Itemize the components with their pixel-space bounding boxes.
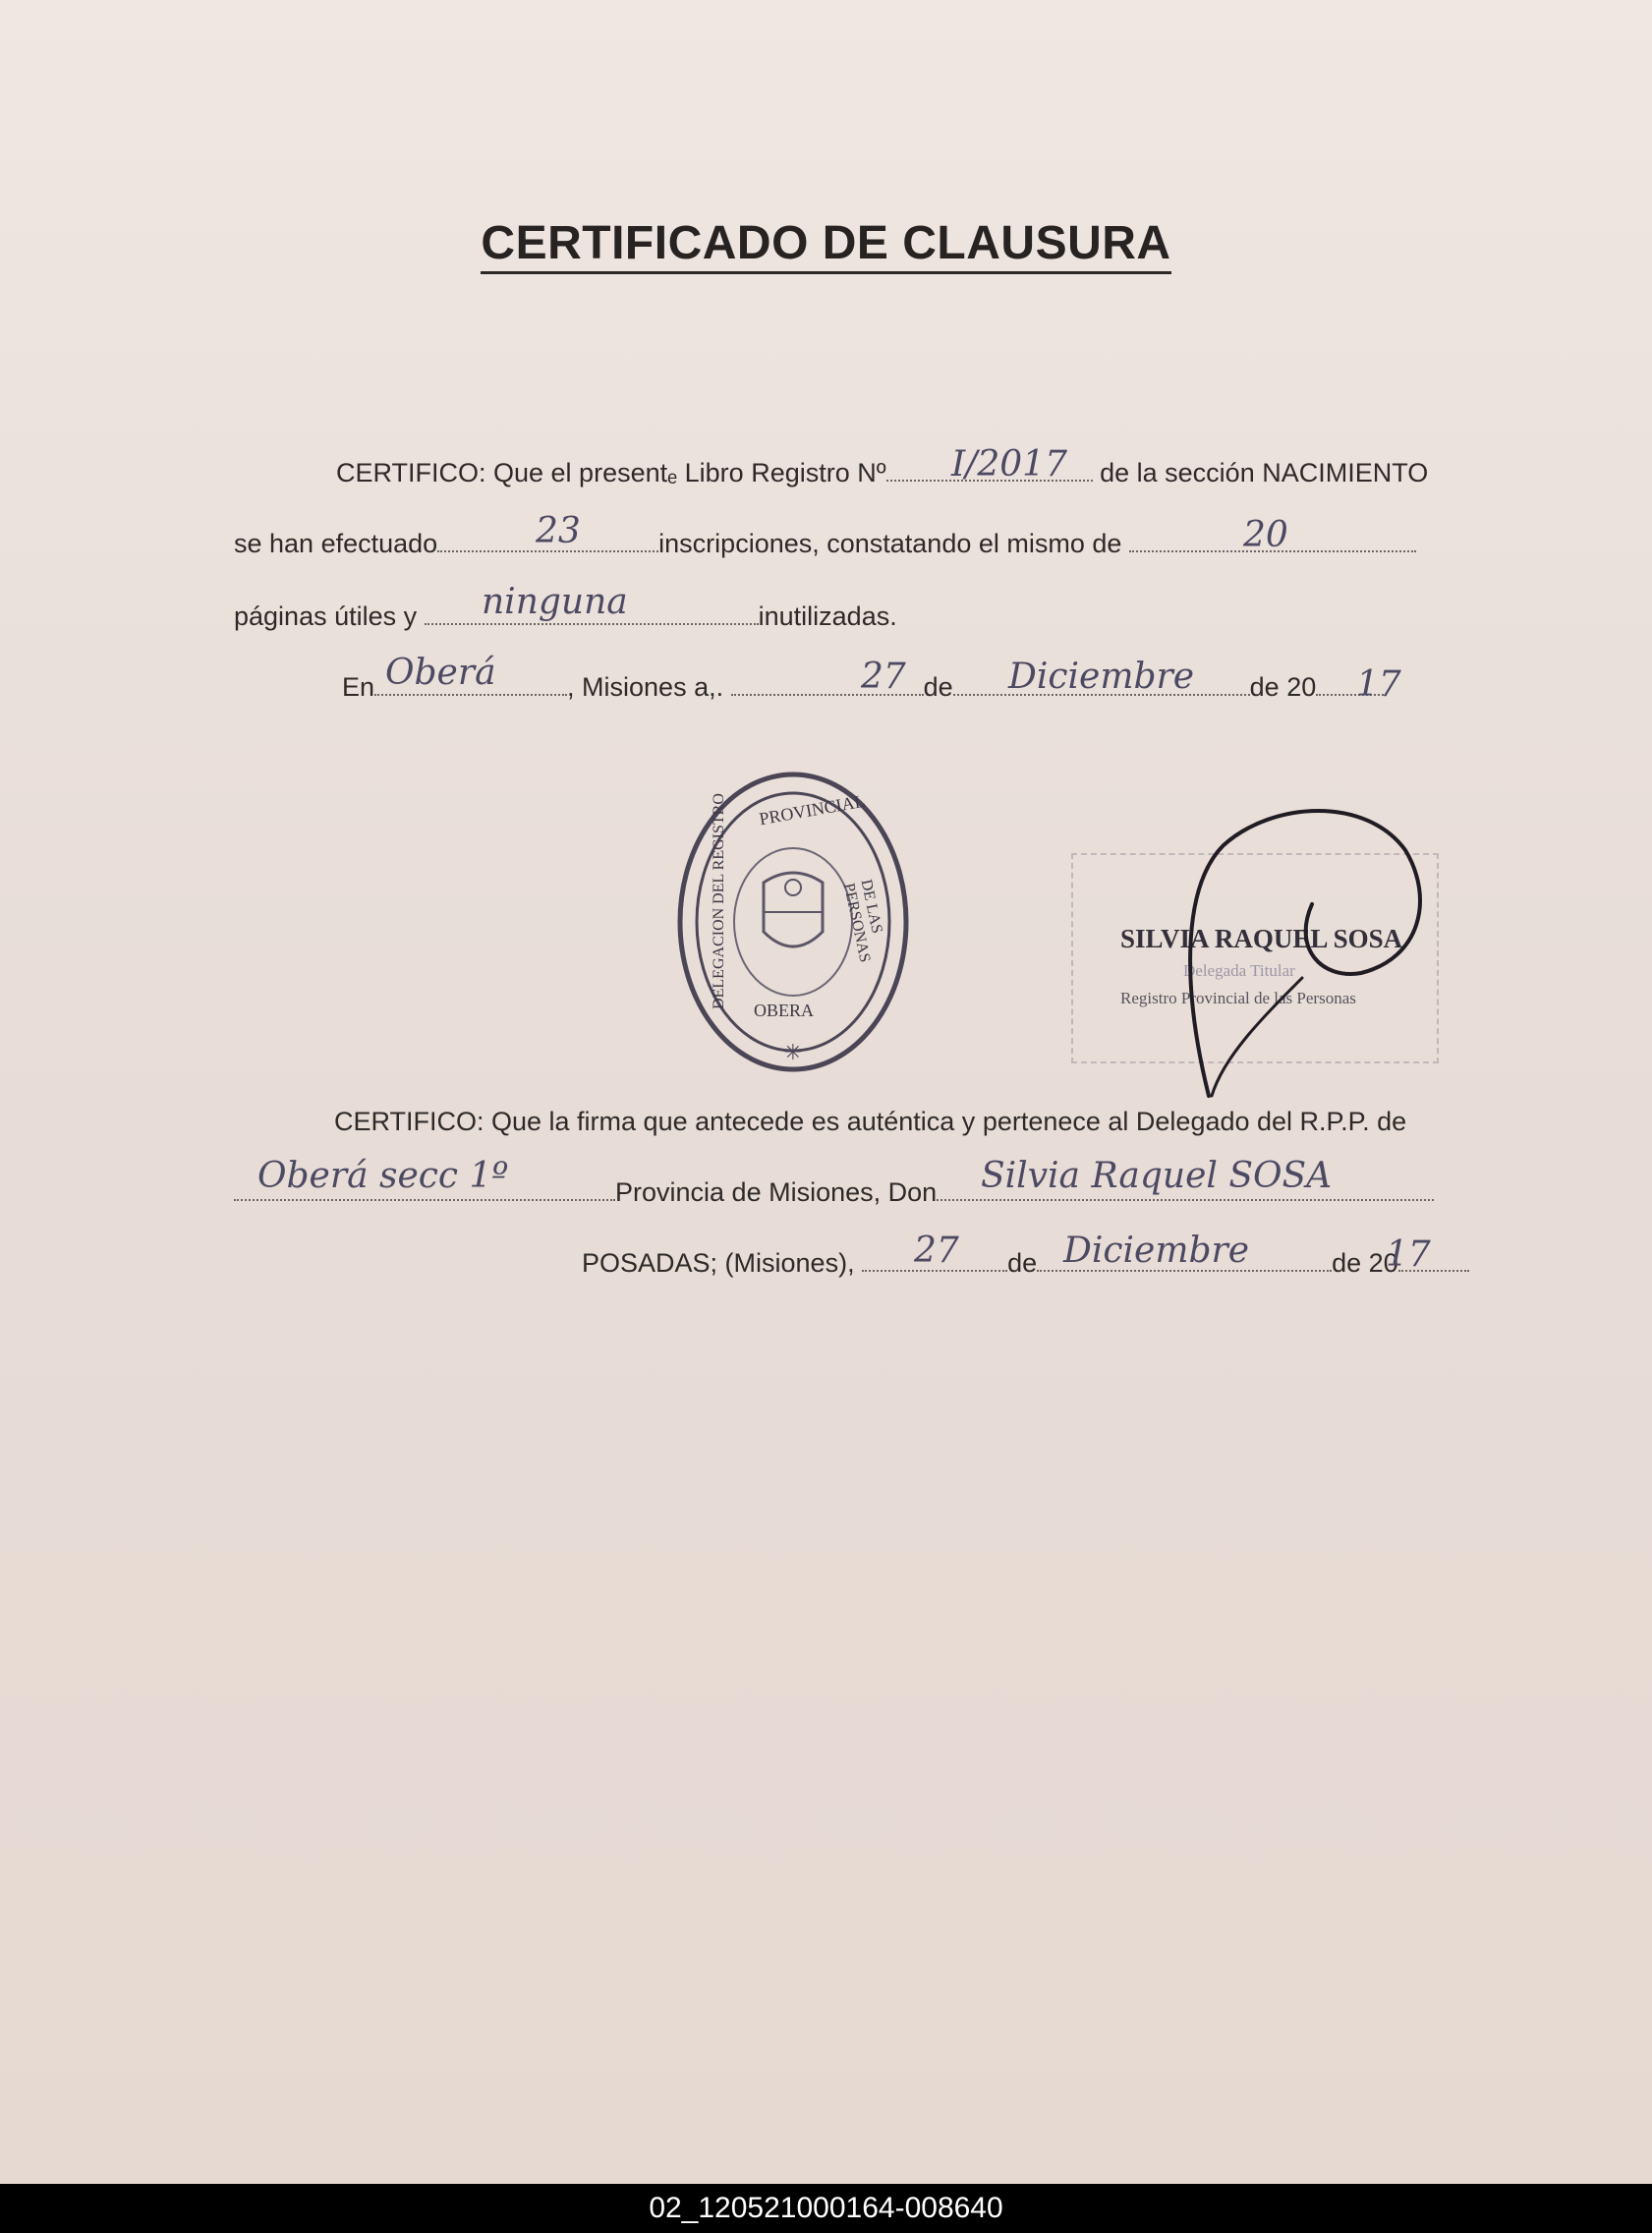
inscripciones-handwritten: 23 (536, 511, 581, 551)
cert1-line1: CERTIFICO: Que el presentₑ Libro Registro Nº de la sección NACIMIENTO (336, 458, 1429, 487)
month-handwritten: Diciembre (1008, 657, 1195, 697)
cert1-line2: se han efectuado inscripciones, constatando el mismo de (234, 529, 1416, 559)
cert1-line3: páginas útiles y inutilizadas. (234, 601, 897, 631)
city-handwritten: Oberá (385, 653, 496, 693)
stamp-role: Delegada Titular (1183, 961, 1295, 980)
stamp-office: Registro Provincial de las Personas (1120, 989, 1356, 1007)
inutilizadas-handwritten: ninguna (482, 582, 628, 622)
month2-handwritten: Diciembre (1063, 1231, 1250, 1271)
stamp-name: SILVIA RAQUEL SOSA (1120, 924, 1403, 953)
day2-handwritten: 27 (914, 1231, 959, 1271)
person-handwritten: Silvia Raquel SOSA (981, 1156, 1333, 1196)
svg-text:✳: ✳ (783, 1041, 803, 1065)
libro-no-handwritten: I/2017 (951, 444, 1067, 485)
year2-handwritten: 17 (1386, 1234, 1431, 1275)
scan-id-footer: 02_120521000164-008640 (0, 2184, 1652, 2233)
cert2-line3: POSADAS; (Misiones), de de 20 (582, 1248, 1469, 1279)
cert1-line4: En , Misiones a,. de de 20 (342, 672, 1387, 703)
signature-icon (1165, 801, 1440, 1116)
day-handwritten: 27 (861, 657, 906, 697)
paginas-handwritten: 20 (1243, 515, 1288, 555)
page-title: CERTIFICADO DE CLAUSURA (0, 216, 1652, 270)
place-handwritten: Oberá secc 1º (257, 1156, 509, 1196)
year-handwritten: 17 (1356, 664, 1401, 705)
official-round-seal: ✳ PROVINCIAL DELEGACION DEL REGISTRO DE LAS PERSONAS OBERA (670, 765, 916, 1084)
cert2-line1: CERTIFICO: Que la firma que antecede es auténtica y pertenece al Delegado del R.P.P. de (334, 1107, 1407, 1136)
cert2-line2: Provincia de Misiones, Don (234, 1177, 1434, 1208)
